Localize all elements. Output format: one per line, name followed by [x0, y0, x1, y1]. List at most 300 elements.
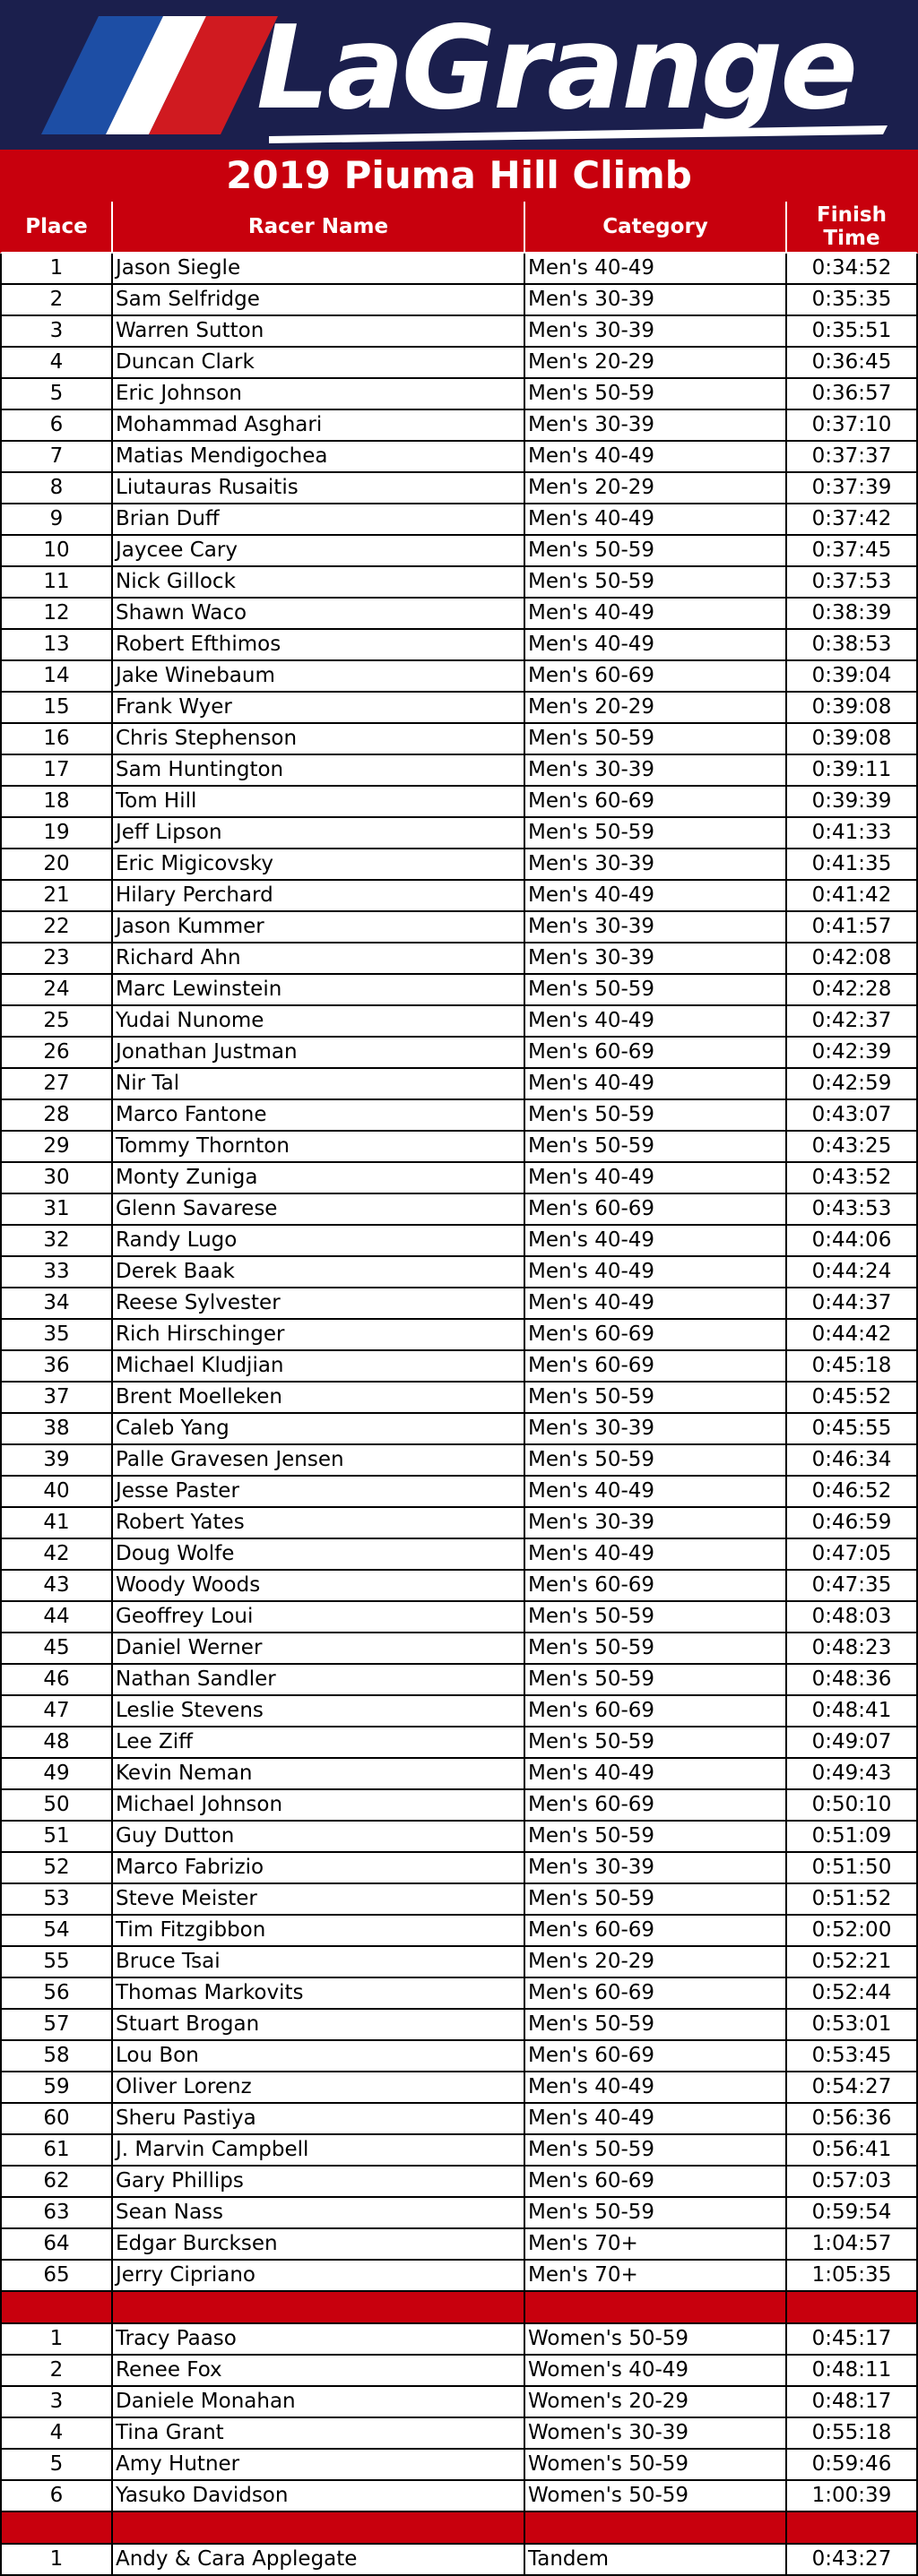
table-row — [0, 2356, 918, 2387]
category-cell: Men's 50-59 — [525, 2135, 787, 2167]
category-cell: Men's 70+ — [525, 2229, 787, 2261]
finish-time-cell: 0:35:35 — [787, 285, 918, 316]
category-cell: Men's 50-59 — [525, 818, 787, 849]
racer-name-cell: Leslie Stevens — [113, 1696, 525, 1727]
place-cell: 41 — [0, 1508, 113, 1539]
racer-name-cell: Liutauras Rusaitis — [113, 473, 525, 504]
finish-time-cell: 0:41:35 — [787, 849, 918, 881]
racer-name-cell: Steve Meister — [113, 1884, 525, 1916]
place-cell: 47 — [0, 1696, 113, 1727]
column-header-finish-time-line1: Finish — [817, 203, 887, 227]
place-cell: 3 — [0, 2387, 113, 2418]
racer-name-cell: Marco Fantone — [113, 1100, 525, 1132]
racer-name-cell: Nick Gillock — [113, 567, 525, 599]
racer-name-cell: Yasuko Davidson — [113, 2481, 525, 2512]
category-cell: Men's 60-69 — [525, 1351, 787, 1383]
table-row — [0, 1069, 918, 1100]
place-cell: 10 — [0, 536, 113, 567]
table-row — [0, 2072, 918, 2104]
finish-time-cell: 0:59:54 — [787, 2198, 918, 2229]
racer-name-cell: Tina Grant — [113, 2418, 525, 2450]
racer-name-cell: Richard Ahn — [113, 943, 525, 975]
finish-time-cell: 0:56:41 — [787, 2135, 918, 2167]
place-cell: 16 — [0, 724, 113, 755]
racer-name-cell: Frank Wyer — [113, 693, 525, 724]
category-cell: Men's 50-59 — [525, 1100, 787, 1132]
category-cell: Men's 50-59 — [525, 1727, 787, 1759]
category-cell: Men's 60-69 — [525, 1978, 787, 2010]
category-cell: Men's 40-49 — [525, 1006, 787, 1038]
category-cell: Men's 40-49 — [525, 599, 787, 630]
table-row — [0, 1383, 918, 1414]
table-row — [0, 2418, 918, 2450]
category-cell: Women's 50-59 — [525, 2450, 787, 2481]
category-cell: Men's 30-39 — [525, 755, 787, 787]
category-cell: Men's 60-69 — [525, 661, 787, 693]
table-row — [0, 2261, 918, 2292]
table-header-row — [0, 202, 918, 254]
table-row — [0, 2324, 918, 2356]
finish-time-cell: 0:52:44 — [787, 1978, 918, 2010]
finish-time-cell: 0:36:57 — [787, 379, 918, 410]
place-cell: 50 — [0, 1790, 113, 1822]
table-row — [0, 316, 918, 348]
divider-cell — [525, 2292, 787, 2324]
table-row — [0, 1696, 918, 1727]
racer-name-cell: Tracy Paaso — [113, 2324, 525, 2356]
racer-name-cell: Randy Lugo — [113, 1226, 525, 1257]
place-cell: 21 — [0, 881, 113, 912]
racer-name-cell: Jeff Lipson — [113, 818, 525, 849]
category-cell: Men's 50-59 — [525, 1884, 787, 1916]
finish-time-cell: 0:41:57 — [787, 912, 918, 943]
finish-time-cell: 0:51:52 — [787, 1884, 918, 1916]
table-row — [0, 1445, 918, 1477]
place-cell: 63 — [0, 2198, 113, 2229]
table-row — [0, 724, 918, 755]
column-header-category: Category — [525, 202, 787, 254]
finish-time-cell: 0:43:25 — [787, 1132, 918, 1163]
place-cell: 7 — [0, 442, 113, 473]
racer-name-cell: Sean Nass — [113, 2198, 525, 2229]
category-cell: Men's 50-59 — [525, 1633, 787, 1665]
place-cell: 46 — [0, 1665, 113, 1696]
table-row — [0, 1163, 918, 1194]
finish-time-cell: 0:39:08 — [787, 693, 918, 724]
table-row — [0, 943, 918, 975]
racer-name-cell: Michael Kludjian — [113, 1351, 525, 1383]
table-row — [0, 348, 918, 379]
racer-name-cell: Amy Hutner — [113, 2450, 525, 2481]
finish-time-cell: 0:52:21 — [787, 1947, 918, 1978]
category-cell: Men's 40-49 — [525, 1069, 787, 1100]
table-row — [0, 787, 918, 818]
table-row — [0, 1727, 918, 1759]
finish-time-cell: 1:05:35 — [787, 2261, 918, 2292]
table-row — [0, 1226, 918, 1257]
divider-cell — [113, 2292, 525, 2324]
finish-time-cell: 0:38:39 — [787, 599, 918, 630]
table-row — [0, 2545, 918, 2576]
racer-name-cell: Daniele Monahan — [113, 2387, 525, 2418]
table-row — [0, 1414, 918, 1445]
finish-time-cell: 0:44:37 — [787, 1288, 918, 1320]
category-cell: Men's 60-69 — [525, 1571, 787, 1602]
category-cell: Women's 20-29 — [525, 2387, 787, 2418]
finish-time-cell: 0:43:53 — [787, 1194, 918, 1226]
table-row — [0, 755, 918, 787]
table-row — [0, 849, 918, 881]
racer-name-cell: Derek Baak — [113, 1257, 525, 1288]
table-row — [0, 2387, 918, 2418]
table-row — [0, 1320, 918, 1351]
category-cell: Men's 50-59 — [525, 1602, 787, 1633]
place-cell: 30 — [0, 1163, 113, 1194]
racer-name-cell: Lee Ziff — [113, 1727, 525, 1759]
category-cell: Men's 40-49 — [525, 504, 787, 536]
racer-name-cell: Sam Huntington — [113, 755, 525, 787]
category-cell: Men's 30-39 — [525, 1414, 787, 1445]
finish-time-cell: 0:37:37 — [787, 442, 918, 473]
finish-time-cell: 0:39:04 — [787, 661, 918, 693]
racer-name-cell: Woody Woods — [113, 1571, 525, 1602]
table-row — [0, 1602, 918, 1633]
finish-time-cell: 1:04:57 — [787, 2229, 918, 2261]
racer-name-cell: Eric Migicovsky — [113, 849, 525, 881]
category-cell: Men's 40-49 — [525, 1226, 787, 1257]
finish-time-cell: 0:44:24 — [787, 1257, 918, 1288]
place-cell: 64 — [0, 2229, 113, 2261]
table-row — [0, 1978, 918, 2010]
category-cell: Women's 40-49 — [525, 2356, 787, 2387]
category-cell: Men's 20-29 — [525, 473, 787, 504]
category-cell: Men's 40-49 — [525, 2072, 787, 2104]
finish-time-cell: 0:42:08 — [787, 943, 918, 975]
place-cell: 35 — [0, 1320, 113, 1351]
place-cell: 65 — [0, 2261, 113, 2292]
finish-time-cell: 0:39:08 — [787, 724, 918, 755]
finish-time-cell: 0:50:10 — [787, 1790, 918, 1822]
racer-name-cell: Matias Mendigochea — [113, 442, 525, 473]
racer-name-cell: Jaycee Cary — [113, 536, 525, 567]
category-cell: Men's 50-59 — [525, 2010, 787, 2041]
finish-time-cell: 0:45:55 — [787, 1414, 918, 1445]
table-row — [0, 881, 918, 912]
racer-name-cell: Andy & Cara Applegate — [113, 2545, 525, 2576]
finish-time-cell: 0:47:35 — [787, 1571, 918, 1602]
finish-time-cell: 0:45:17 — [787, 2324, 918, 2356]
racer-name-cell: Nir Tal — [113, 1069, 525, 1100]
category-cell: Men's 50-59 — [525, 724, 787, 755]
category-cell: Men's 20-29 — [525, 693, 787, 724]
place-cell: 42 — [0, 1539, 113, 1571]
category-cell: Men's 50-59 — [525, 567, 787, 599]
table-row — [0, 1822, 918, 1853]
finish-time-cell: 0:37:53 — [787, 567, 918, 599]
divider-cell — [787, 2512, 918, 2545]
table-row — [0, 912, 918, 943]
category-cell: Men's 20-29 — [525, 1947, 787, 1978]
place-cell: 48 — [0, 1727, 113, 1759]
finish-time-cell: 0:45:52 — [787, 1383, 918, 1414]
results-table — [0, 202, 918, 2571]
table-row — [0, 2041, 918, 2072]
category-cell: Women's 50-59 — [525, 2324, 787, 2356]
category-cell: Men's 40-49 — [525, 1477, 787, 1508]
category-cell: Men's 20-29 — [525, 348, 787, 379]
finish-time-cell: 0:38:53 — [787, 630, 918, 661]
finish-time-cell: 0:43:27 — [787, 2545, 918, 2576]
racer-name-cell: Jonathan Justman — [113, 1038, 525, 1069]
finish-time-cell: 0:43:52 — [787, 1163, 918, 1194]
table-row — [0, 1790, 918, 1822]
racer-name-cell: Nathan Sandler — [113, 1665, 525, 1696]
racer-name-cell: Oliver Lorenz — [113, 2072, 525, 2104]
table-row — [0, 1508, 918, 1539]
racer-name-cell: Sam Selfridge — [113, 285, 525, 316]
place-cell: 19 — [0, 818, 113, 849]
place-cell: 25 — [0, 1006, 113, 1038]
table-row — [0, 1288, 918, 1320]
category-cell: Men's 60-69 — [525, 2041, 787, 2072]
place-cell: 56 — [0, 1978, 113, 2010]
racer-name-cell: Doug Wolfe — [113, 1539, 525, 1571]
place-cell: 18 — [0, 787, 113, 818]
finish-time-cell: 0:47:05 — [787, 1539, 918, 1571]
category-cell: Men's 50-59 — [525, 536, 787, 567]
category-cell: Men's 30-39 — [525, 316, 787, 348]
place-cell: 40 — [0, 1477, 113, 1508]
racer-name-cell: Geoffrey Loui — [113, 1602, 525, 1633]
category-cell: Men's 50-59 — [525, 1445, 787, 1477]
racer-name-cell: Tommy Thornton — [113, 1132, 525, 1163]
category-cell: Women's 50-59 — [525, 2481, 787, 2512]
racer-name-cell: Jason Kummer — [113, 912, 525, 943]
place-cell: 55 — [0, 1947, 113, 1978]
racer-name-cell: Palle Gravesen Jensen — [113, 1445, 525, 1477]
racer-name-cell: Mohammad Asghari — [113, 410, 525, 442]
racer-name-cell: Monty Zuniga — [113, 1163, 525, 1194]
place-cell: 37 — [0, 1383, 113, 1414]
racer-name-cell: Chris Stephenson — [113, 724, 525, 755]
place-cell: 1 — [0, 254, 113, 285]
finish-time-cell: 0:54:27 — [787, 2072, 918, 2104]
column-header-finish-time-line2: Time — [823, 227, 880, 250]
racer-name-cell: Tom Hill — [113, 787, 525, 818]
finish-time-cell: 0:48:17 — [787, 2387, 918, 2418]
page-title: 2019 Piuma Hill Climb — [0, 150, 918, 202]
racer-name-cell: Jake Winebaum — [113, 661, 525, 693]
table-row — [0, 1132, 918, 1163]
finish-time-cell: 0:41:42 — [787, 881, 918, 912]
divider-cell — [787, 2292, 918, 2324]
table-row — [0, 473, 918, 504]
table-row — [0, 1006, 918, 1038]
finish-time-cell: 0:51:50 — [787, 1853, 918, 1884]
racer-name-cell: Sheru Pastiya — [113, 2104, 525, 2135]
divider-cell — [525, 2512, 787, 2545]
finish-time-cell: 0:35:51 — [787, 316, 918, 348]
place-cell: 17 — [0, 755, 113, 787]
place-cell: 52 — [0, 1853, 113, 1884]
place-cell: 36 — [0, 1351, 113, 1383]
place-cell: 61 — [0, 2135, 113, 2167]
place-cell: 22 — [0, 912, 113, 943]
finish-time-cell: 0:42:39 — [787, 1038, 918, 1069]
table-row — [0, 1759, 918, 1790]
finish-time-cell: 0:46:59 — [787, 1508, 918, 1539]
brand-logo: LaGrange — [256, 2, 856, 135]
place-cell: 2 — [0, 285, 113, 316]
place-cell: 38 — [0, 1414, 113, 1445]
category-cell: Men's 40-49 — [525, 1759, 787, 1790]
finish-time-cell: 0:48:03 — [787, 1602, 918, 1633]
category-cell: Men's 60-69 — [525, 1790, 787, 1822]
finish-time-cell: 0:39:39 — [787, 787, 918, 818]
finish-time-cell: 0:48:23 — [787, 1633, 918, 1665]
category-cell: Men's 30-39 — [525, 1508, 787, 1539]
place-cell: 54 — [0, 1916, 113, 1947]
place-cell: 13 — [0, 630, 113, 661]
finish-time-cell: 0:36:45 — [787, 348, 918, 379]
place-cell: 53 — [0, 1884, 113, 1916]
racer-name-cell: Renee Fox — [113, 2356, 525, 2387]
place-cell: 23 — [0, 943, 113, 975]
place-cell: 51 — [0, 1822, 113, 1853]
category-cell: Men's 60-69 — [525, 1038, 787, 1069]
category-cell: Men's 30-39 — [525, 912, 787, 943]
column-header-place: Place — [0, 202, 113, 254]
finish-time-cell: 0:42:37 — [787, 1006, 918, 1038]
category-cell: Men's 60-69 — [525, 1916, 787, 1947]
finish-time-cell: 0:37:10 — [787, 410, 918, 442]
category-cell: Men's 40-49 — [525, 1288, 787, 1320]
finish-time-cell: 0:45:18 — [787, 1351, 918, 1383]
racer-name-cell: Robert Yates — [113, 1508, 525, 1539]
category-cell: Men's 30-39 — [525, 943, 787, 975]
category-cell: Men's 50-59 — [525, 1665, 787, 1696]
place-cell: 15 — [0, 693, 113, 724]
table-row — [0, 661, 918, 693]
finish-time-cell: 0:51:09 — [787, 1822, 918, 1853]
racer-name-cell: Duncan Clark — [113, 348, 525, 379]
category-cell: Men's 40-49 — [525, 442, 787, 473]
place-cell: 44 — [0, 1602, 113, 1633]
header-banner — [0, 0, 918, 150]
racer-name-cell: Rich Hirschinger — [113, 1320, 525, 1351]
table-row — [0, 1853, 918, 1884]
racer-name-cell: Robert Efthimos — [113, 630, 525, 661]
table-row — [0, 254, 918, 285]
place-cell: 4 — [0, 348, 113, 379]
finish-time-cell: 0:46:34 — [787, 1445, 918, 1477]
racer-name-cell: Brent Moelleken — [113, 1383, 525, 1414]
place-cell: 1 — [0, 2324, 113, 2356]
divider-cell — [0, 2512, 113, 2545]
racer-name-cell: Thomas Markovits — [113, 1978, 525, 2010]
place-cell: 5 — [0, 2450, 113, 2481]
column-header-name: Racer Name — [113, 202, 525, 254]
racer-name-cell: Reese Sylvester — [113, 1288, 525, 1320]
racer-name-cell: Jesse Paster — [113, 1477, 525, 1508]
racer-name-cell: Daniel Werner — [113, 1633, 525, 1665]
category-cell: Women's 30-39 — [525, 2418, 787, 2450]
place-cell: 14 — [0, 661, 113, 693]
finish-time-cell: 0:49:43 — [787, 1759, 918, 1790]
finish-time-cell: 0:55:18 — [787, 2418, 918, 2450]
finish-time-cell: 1:00:39 — [787, 2481, 918, 2512]
table-row — [0, 1947, 918, 1978]
category-cell: Men's 30-39 — [525, 410, 787, 442]
place-cell: 43 — [0, 1571, 113, 1602]
racer-name-cell: Hilary Perchard — [113, 881, 525, 912]
category-cell: Men's 50-59 — [525, 2198, 787, 2229]
category-cell: Men's 50-59 — [525, 975, 787, 1006]
table-row — [0, 379, 918, 410]
place-cell: 28 — [0, 1100, 113, 1132]
table-row — [0, 693, 918, 724]
table-row — [0, 285, 918, 316]
place-cell: 1 — [0, 2545, 113, 2576]
finish-time-cell: 0:53:01 — [787, 2010, 918, 2041]
finish-time-cell: 0:37:42 — [787, 504, 918, 536]
place-cell: 45 — [0, 1633, 113, 1665]
racer-name-cell: Glenn Savarese — [113, 1194, 525, 1226]
finish-time-cell: 0:37:45 — [787, 536, 918, 567]
finish-time-cell: 0:59:46 — [787, 2450, 918, 2481]
racer-name-cell: Marc Lewinstein — [113, 975, 525, 1006]
place-cell: 29 — [0, 1132, 113, 1163]
racer-name-cell: Jerry Cipriano — [113, 2261, 525, 2292]
racer-name-cell: Bruce Tsai — [113, 1947, 525, 1978]
table-row — [0, 1100, 918, 1132]
finish-time-cell: 0:48:36 — [787, 1665, 918, 1696]
table-row — [0, 410, 918, 442]
finish-time-cell: 0:44:42 — [787, 1320, 918, 1351]
finish-time-cell: 0:57:03 — [787, 2167, 918, 2198]
place-cell: 57 — [0, 2010, 113, 2041]
place-cell: 20 — [0, 849, 113, 881]
category-cell: Men's 50-59 — [525, 379, 787, 410]
table-row — [0, 1916, 918, 1947]
place-cell: 2 — [0, 2356, 113, 2387]
place-cell: 24 — [0, 975, 113, 1006]
racer-name-cell: Marco Fabrizio — [113, 1853, 525, 1884]
category-cell: Men's 40-49 — [525, 254, 787, 285]
finish-time-cell: 0:48:41 — [787, 1696, 918, 1727]
place-cell: 11 — [0, 567, 113, 599]
racer-name-cell: Shawn Waco — [113, 599, 525, 630]
table-row — [0, 2010, 918, 2041]
racer-name-cell: J. Marvin Campbell — [113, 2135, 525, 2167]
category-cell: Men's 40-49 — [525, 1257, 787, 1288]
place-cell: 32 — [0, 1226, 113, 1257]
place-cell: 58 — [0, 2041, 113, 2072]
racer-name-cell: Jason Siegle — [113, 254, 525, 285]
finish-time-cell: 0:41:33 — [787, 818, 918, 849]
place-cell: 62 — [0, 2167, 113, 2198]
table-row — [0, 1351, 918, 1383]
table-row — [0, 1884, 918, 1916]
racer-name-cell: Michael Johnson — [113, 1790, 525, 1822]
table-row — [0, 1571, 918, 1602]
category-cell: Men's 40-49 — [525, 630, 787, 661]
table-row — [0, 2135, 918, 2167]
place-cell: 3 — [0, 316, 113, 348]
table-row — [0, 2481, 918, 2512]
racer-name-cell: Guy Dutton — [113, 1822, 525, 1853]
table-row — [0, 599, 918, 630]
